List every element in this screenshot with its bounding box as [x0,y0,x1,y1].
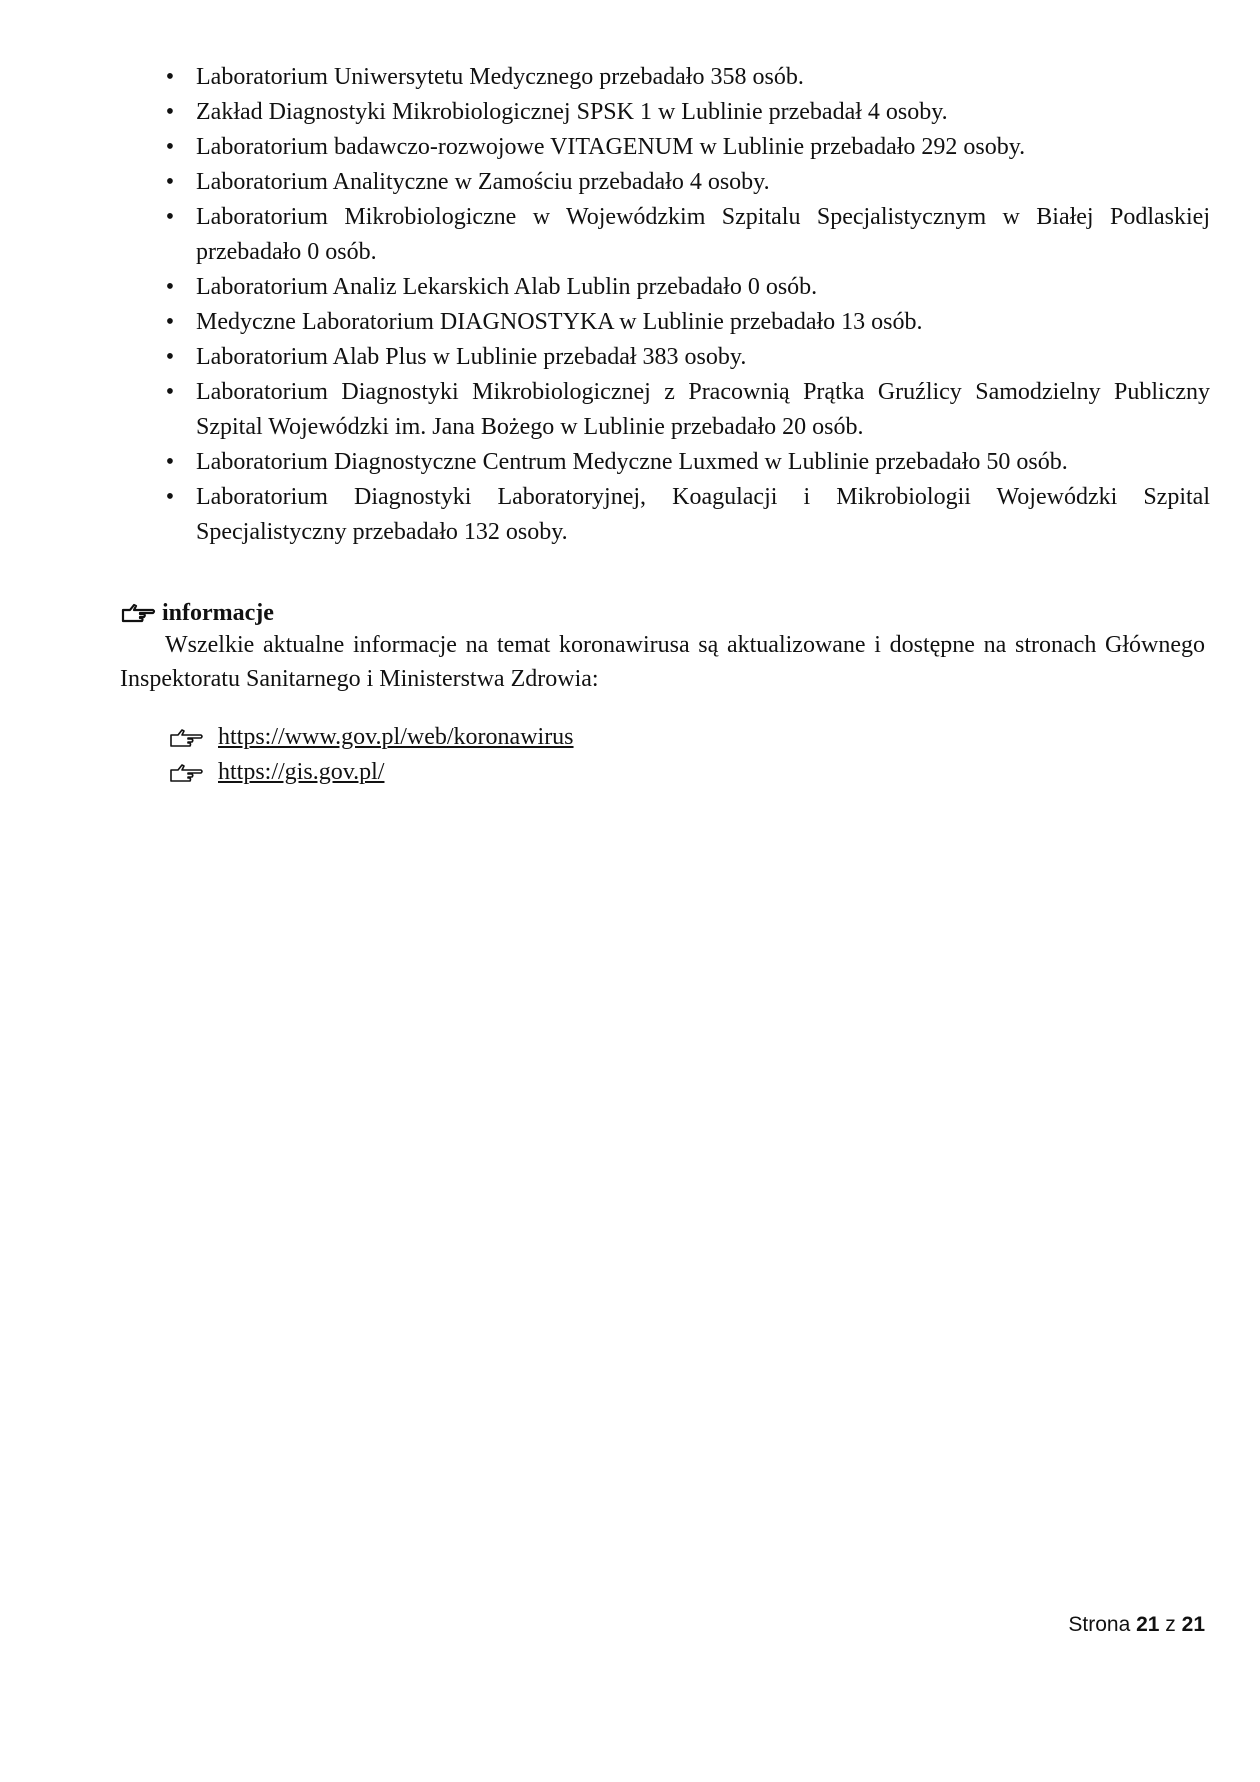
list-item-text: Laboratorium badawczo-rozwojowe VITAGENUM w Lublinie przebadało 292 osoby. [196,134,1026,160]
list-item-text: Zakład Diagnostyki Mikrobiologicznej SPSK 1 w Lublinie przebadał 4 osoby. [196,99,948,125]
laboratory-list [160,60,1210,550]
page-number-prefix: Strona [1068,1613,1131,1636]
link-item [168,720,574,755]
list-item-text: Medyczne Laboratorium DIAGNOSTYKA w Lublinie przebadało 13 osób. [196,309,923,335]
list-item-text: Laboratorium Alab Plus w Lublinie przebadał 383 osoby. [196,344,747,370]
bullet-icon: • [165,134,175,160]
list-item-text: Laboratorium Diagnostyczne Centrum Medyczne Luxmed w Lublinie przebadało 50 osób. [196,449,1068,475]
bullet-icon: • [165,169,175,195]
list-item [160,445,1210,480]
list-item-text: Laboratorium Diagnostyki Mikrobiologicznej z Pracownią Prątka Gruźlicy Samodzielny Publiczny Szpital Wojewódzki im. Jana Bożego w Lublinie przebadało 20 osób. [196,379,1210,440]
info-heading [120,596,274,630]
pointing-hand-icon [168,726,204,750]
list-item-text: Laboratorium Analiz Lekarskich Alab Lublin przebadało 0 osób. [196,274,818,300]
bullet-icon: • [165,449,175,475]
list-item [160,165,1210,200]
list-item [160,200,1210,270]
page-number-total: 21 [1181,1613,1205,1636]
list-item-text: Laboratorium Analityczne w Zamościu przebadało 4 osoby. [196,169,770,195]
list-item [160,95,1210,130]
list-item-text: Laboratorium Uniwersytetu Medycznego przebadało 358 osób. [196,64,804,90]
page-number-current: 21 [1136,1613,1160,1636]
bullet-icon: • [165,309,175,335]
bullet-icon: • [165,379,175,405]
page-number [1068,1613,1205,1637]
bullet-icon: • [165,484,175,510]
page-number-separator: z [1165,1613,1176,1636]
bullet-icon: • [165,64,175,90]
list-item [160,375,1210,445]
link-gis[interactable]: https://gis.gov.pl/ [218,759,385,785]
bullet-icon: • [165,344,175,370]
link-list [168,720,574,790]
list-item-text: Laboratorium Diagnostyki Laboratoryjnej, Koagulacji i Mikrobiologii Wojewódzki Szpital Specjalistyczny przebadało 132 osoby. [196,484,1210,545]
info-heading-text: informacje [162,600,274,626]
info-paragraph: Wszelkie aktualne informacje na temat koronawirusa są aktualizowane i dostępne na stronach Głównego Inspektoratu Sanitarnego i Ministerstwa Zdrowia: [120,632,1205,692]
bullet-icon: • [165,274,175,300]
pointing-hand-icon [120,601,156,625]
pointing-hand-icon [168,761,204,785]
list-item [160,305,1210,340]
link-koronawirus[interactable]: https://www.gov.pl/web/koronawirus [218,724,574,750]
bullet-icon: • [165,204,175,230]
list-item [160,340,1210,375]
list-item [160,480,1210,550]
list-item-text: Laboratorium Mikrobiologiczne w Wojewódzkim Szpitalu Specjalistycznym w Białej Podlaskiej przebadało 0 osób. [196,204,1210,265]
list-item [160,60,1210,95]
list-item [160,130,1210,165]
link-item [168,755,574,790]
bullet-icon: • [165,99,175,125]
list-item [160,270,1210,305]
